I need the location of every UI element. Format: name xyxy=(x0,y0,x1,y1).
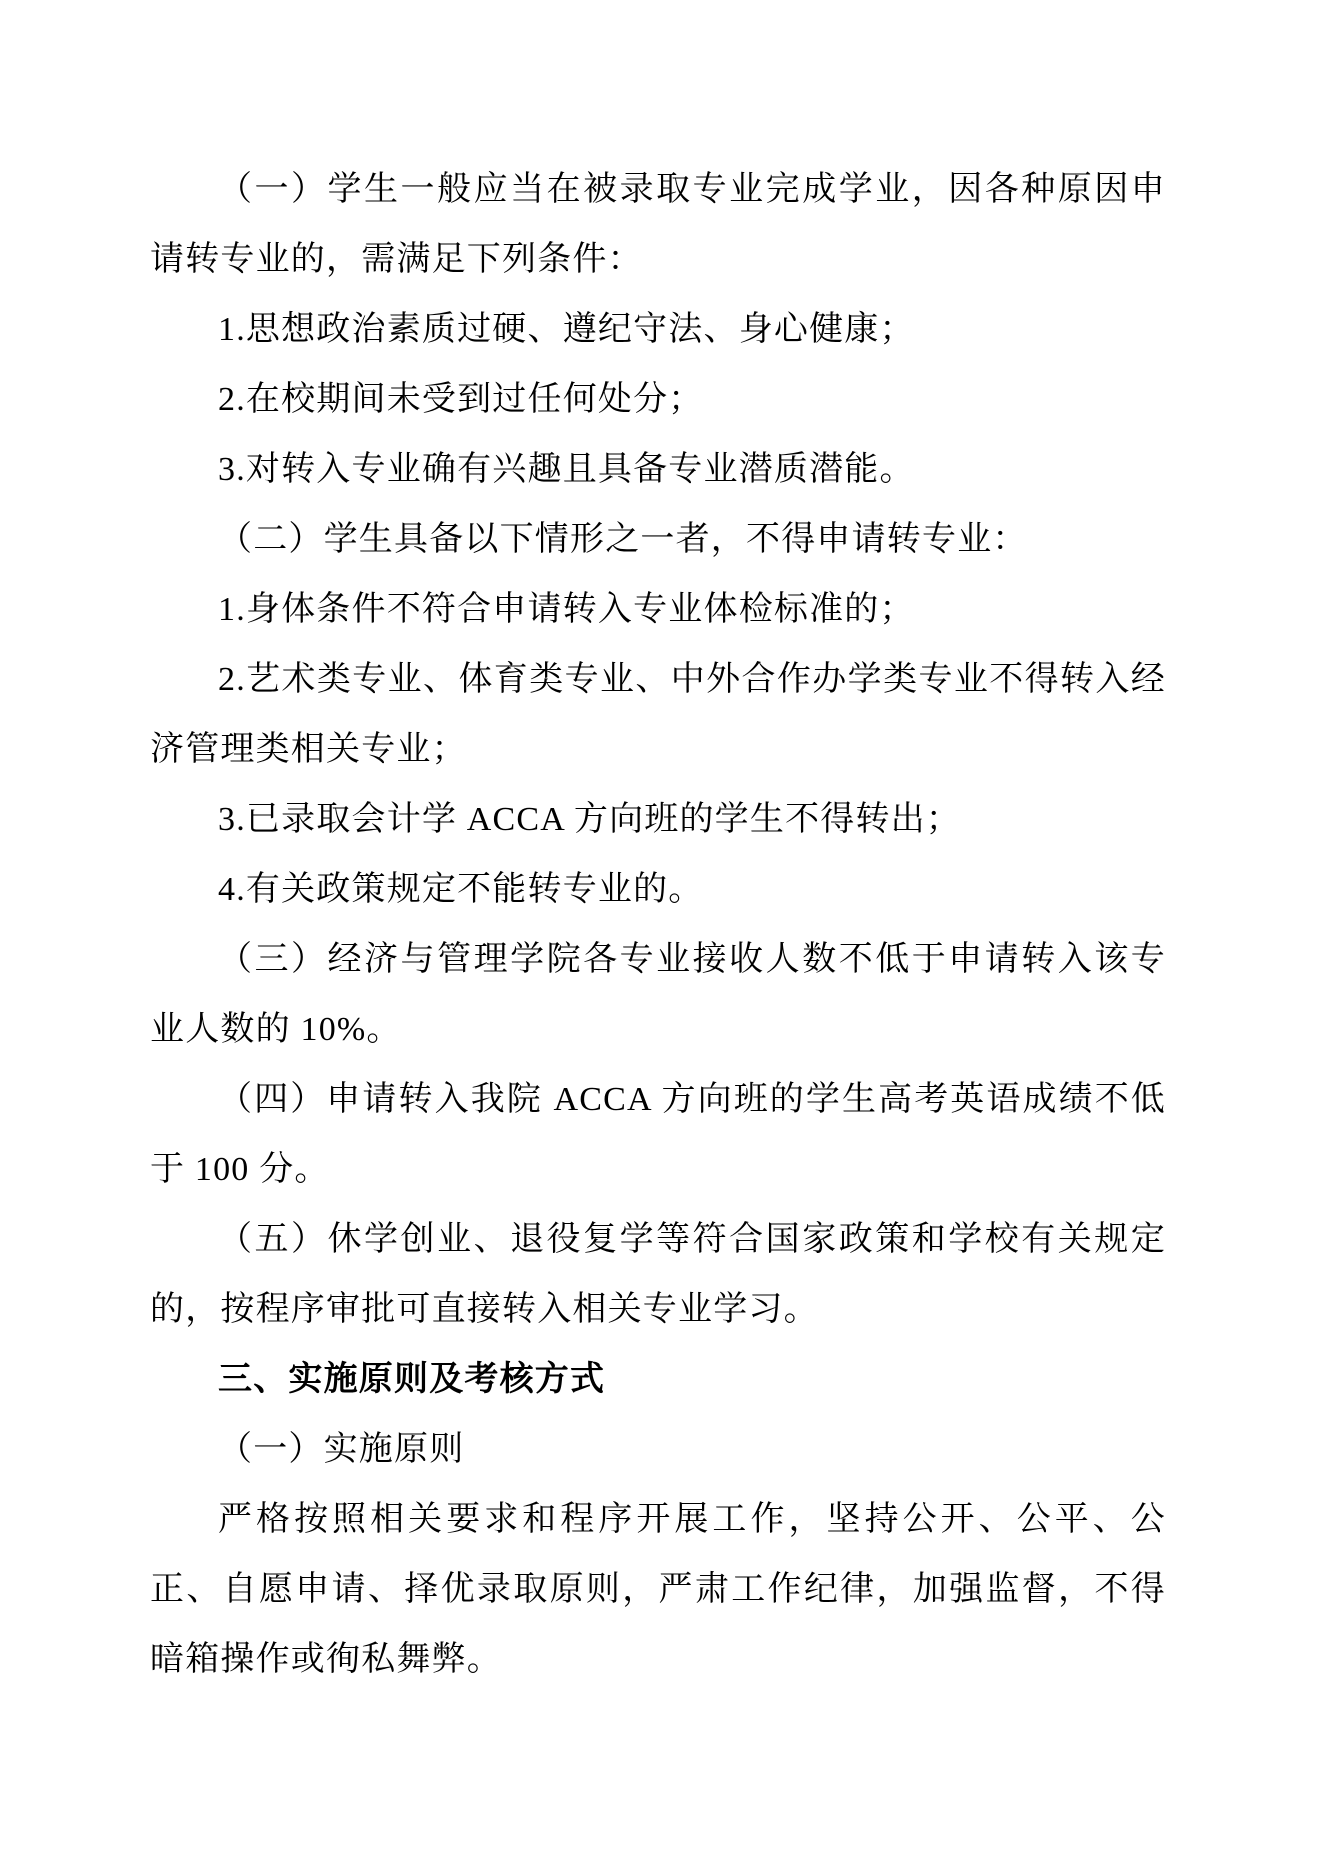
paragraph-rule-3: （三）经济与管理学院各专业接收人数不低于申请转入该专业人数的 10%。 xyxy=(150,941,1166,1048)
paragraph-condition-1: 1.思想政治素质过硬、遵纪守法、身心健康； xyxy=(218,311,915,348)
paragraph-condition-3: 3.对转入专业确有兴趣且具备专业潜质潜能。 xyxy=(218,451,915,488)
paragraph-restriction-1: 1.身体条件不符合申请转入专业体检标准的； xyxy=(218,591,915,628)
paragraph-rule-5: （五）休学创业、退役复学等符合国家政策和学校有关规定的，按程序审批可直接转入相关专业学习。 xyxy=(150,1221,1166,1328)
section-heading-3: 三、实施原则及考核方式 xyxy=(218,1361,606,1398)
paragraph-rule-4: （四）申请转入我院 ACCA 方向班的学生高考英语成绩不低于 100 分。 xyxy=(150,1081,1166,1188)
paragraph-restriction-4: 4.有关政策规定不能转专业的。 xyxy=(218,871,704,908)
document-content xyxy=(150,155,1166,1695)
paragraph-restriction-2: 2.艺术类专业、体育类专业、中外合作办学类专业不得转入经济管理类相关专业； xyxy=(150,661,1166,768)
paragraph-rule-2-intro: （二）学生具备以下情形之一者，不得申请转专业： xyxy=(218,521,1028,558)
paragraph-principles-body: 严格按照相关要求和程序开展工作，坚持公开、公平、公正、自愿申请、择优录取原则，严肃工作纪律，加强监督，不得暗箱操作或徇私舞弊。 xyxy=(150,1501,1166,1678)
paragraph-rule-1-intro: （一）学生一般应当在被录取专业完成学业，因各种原因申请转专业的，需满足下列条件： xyxy=(150,171,1166,278)
paragraph-restriction-3: 3.已录取会计学 ACCA 方向班的学生不得转出； xyxy=(218,801,962,838)
paragraph-subheading-principles: （一）实施原则 xyxy=(218,1431,465,1468)
paragraph-condition-2: 2.在校期间未受到过任何处分； xyxy=(218,381,704,418)
